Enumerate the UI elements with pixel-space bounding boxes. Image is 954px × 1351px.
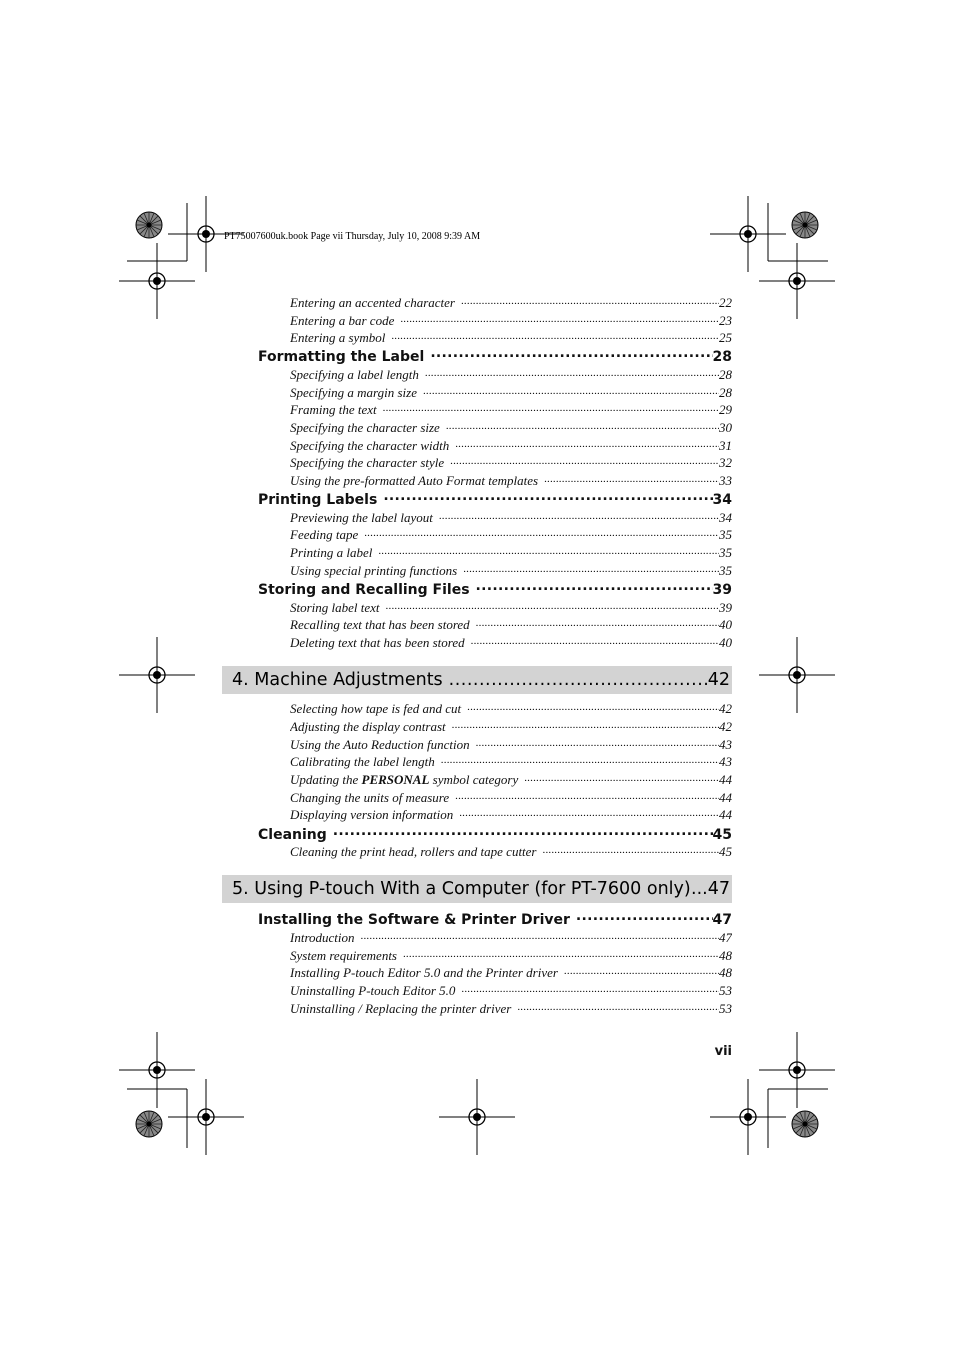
toc-chapter-4[interactable] [222,666,732,694]
toc-entry[interactable] [290,999,732,1017]
starburst-mark-icon [792,212,818,238]
toc-section-formatting[interactable] [258,345,732,365]
toc-entry-label: Calibrating the label length [290,754,435,769]
toc-entry-label: Specifying the character size [290,420,440,435]
toc-entry-page: 35 [719,527,732,542]
toc-entry-page: 44 [719,807,732,822]
toc-section-page: 34 [712,492,732,508]
toc-entry[interactable] [290,615,732,633]
toc-entry[interactable] [290,365,732,383]
toc-entry-label-post: symbol category [429,772,519,787]
toc-section-printing[interactable] [258,488,732,508]
toc-entry-page: 40 [719,635,732,650]
toc-entry[interactable] [290,788,732,806]
toc-entry-page: 44 [719,772,732,787]
toc-entry-label: Framing the text [290,402,377,417]
toc-entry-page: 42 [719,701,732,716]
toc-entry-label: Introduction [290,930,355,945]
toc-entry[interactable] [290,293,732,311]
toc-entry-label: Displaying version information [290,807,454,822]
starburst-mark-icon [136,212,162,238]
toc-entry-label: Previewing the label layout [290,510,433,525]
toc-entry-label: Using the Auto Reduction function [290,737,470,752]
toc-entry-label: Storing label text [290,600,380,615]
toc-entry-page: 28 [719,385,732,400]
toc-chapter-title: 4. Machine Adjustments [232,670,443,690]
toc-entry-label: Using special printing functions [290,563,458,578]
toc-entry-label-pre: Updating the [290,772,362,787]
toc-section-cleaning[interactable] [258,823,732,843]
print-header: PT75007600uk.book Page vii Thursday, July 10, 2008 9:39 AM [224,231,481,242]
toc-entry-page: 39 [719,600,732,615]
toc-entry[interactable] [290,735,732,753]
toc-entry[interactable] [290,400,732,418]
toc-entry-label: Installing P-touch Editor 5.0 and the Printer driver [290,965,558,980]
toc-entry-label: Changing the units of measure [290,790,450,805]
toc-entry-label: System requirements [290,948,397,963]
toc-entry-page: 47 [719,930,732,945]
toc-entry-page: 33 [719,473,732,488]
toc-entry[interactable] [290,842,732,860]
toc-entry[interactable] [290,453,732,471]
toc-entry-label: Recalling text that has been stored [290,617,470,632]
toc-section-title: Cleaning [258,827,327,843]
toc-entry-label: Entering an accented character [290,295,455,310]
toc-entry-label: Entering a bar code [290,313,395,328]
toc-entry-label: Specifying the character style [290,455,445,470]
toc-entry[interactable] [290,699,732,717]
toc-chapter-5[interactable] [222,875,732,903]
toc-entry[interactable] [290,508,732,526]
registration-mark-icon [119,1032,195,1108]
toc-entry-label-bold: PERSONAL [361,772,430,787]
toc-entry[interactable] [290,633,732,651]
toc-entry-label: Using the pre-formatted Auto Format templates [290,473,539,488]
toc-entry-label: Deleting text that has been stored [290,635,465,650]
registration-mark-icon [759,1032,835,1108]
starburst-mark-icon [792,1111,818,1137]
toc-section-page: 39 [712,582,732,598]
toc-entry[interactable] [290,963,732,981]
registration-mark-icon [168,1079,244,1155]
toc-entry[interactable] [290,311,732,329]
toc-section-page: 47 [712,912,732,928]
toc-entry-page: 28 [719,367,732,382]
toc-entry[interactable] [290,598,732,616]
toc-entry-page: 23 [719,313,732,328]
toc-entry-page: 32 [719,455,732,470]
starburst-mark-icon [136,1111,162,1137]
registration-mark-icon [119,243,195,319]
toc-entry-label [290,772,518,788]
toc-entry-page: 30 [719,420,732,435]
toc-entry-page: 48 [719,965,732,980]
toc-entry-page: 43 [719,737,732,752]
registration-mark-icon [119,637,195,713]
toc-section-title: Storing and Recalling Files [258,582,470,598]
toc-entry-page: 29 [719,402,732,417]
toc-entry-page: 53 [719,983,732,998]
registration-mark-icon [759,243,835,319]
page-number: vii [714,1044,732,1059]
toc-entry-page: 42 [719,719,732,734]
toc-entry-label: Entering a symbol [290,330,386,345]
toc-entry-label: Uninstalling P-touch Editor 5.0 [290,983,456,998]
toc-chapter-page: ...47 [691,879,730,899]
toc-entry-label: Printing a label [290,545,373,560]
toc-entry[interactable] [290,805,732,823]
toc-entry[interactable] [290,328,732,346]
toc-chapter-page: 42 [707,670,730,690]
toc-entry[interactable] [290,928,732,946]
toc-entry-page: 43 [719,754,732,769]
toc-entry[interactable] [290,770,732,788]
toc-section-page: 28 [712,349,732,365]
toc-entry[interactable] [290,717,732,735]
toc-entry-page: 44 [719,790,732,805]
toc-entry-page: 22 [719,295,732,310]
toc-entry-page: 35 [719,563,732,578]
toc-entry[interactable] [290,436,732,454]
toc-entry[interactable] [290,561,732,579]
toc-section-page: 45 [712,827,732,843]
toc-section-storing[interactable] [258,578,732,598]
toc-entry-label: Uninstalling / Replacing the printer driver [290,1001,512,1016]
toc-section-title: Printing Labels [258,492,378,508]
toc-entry-page: 34 [719,510,732,525]
toc-entry-label: Adjusting the display contrast [290,719,446,734]
toc-entry[interactable] [290,471,732,489]
toc-entry-page: 31 [719,438,732,453]
toc-entry[interactable] [290,525,732,543]
toc-entry-page: 53 [719,1001,732,1016]
toc-entry-label: Specifying a margin size [290,385,417,400]
toc-entry-page: 45 [719,844,732,859]
toc-chapter-title: 5. Using P-touch With a Computer (for PT-7600 only) [232,879,691,899]
toc-entry-page: 25 [719,330,732,345]
toc-section-title: Formatting the Label [258,349,425,365]
toc-entry-label: Feeding tape [290,527,359,542]
toc-entry-label: Selecting how tape is fed and cut [290,701,462,716]
toc-entry[interactable] [290,981,732,999]
toc-entry-page: 35 [719,545,732,560]
toc-entry-label: Specifying the character width [290,438,450,453]
toc-entry-label: Specifying a label length [290,367,419,382]
toc-section-title: Installing the Software & Printer Driver [258,912,570,928]
toc-section-installing[interactable] [258,908,732,928]
toc-entry[interactable] [290,543,732,561]
registration-mark-icon [759,637,835,713]
toc-entry-label: Cleaning the print head, rollers and tape cutter [290,844,537,859]
toc-entry[interactable] [290,946,732,964]
registration-mark-icon [710,1079,786,1155]
toc-entry[interactable] [290,383,732,401]
toc-entry[interactable] [290,418,732,436]
toc-entry-page: 40 [719,617,732,632]
registration-mark-icon [439,1079,515,1155]
toc-entry-page: 48 [719,948,732,963]
toc-entry[interactable] [290,752,732,770]
